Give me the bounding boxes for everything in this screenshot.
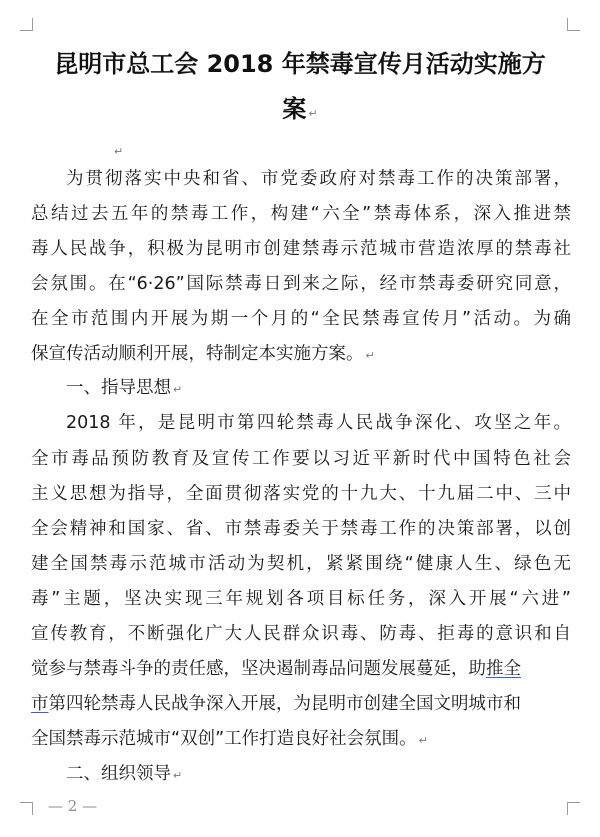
section-heading-organization: 二、组织领导 ↵ — [66, 764, 183, 784]
empty-paragraph — [112, 137, 600, 165]
section1-line-5: 建全国禁毒示范城市活动为契机，紧紧围绕“健康人生、绿色无 — [31, 554, 571, 574]
paragraph-mark-icon: ↵ — [365, 349, 375, 362]
document-title-line-1: 昆明市总工会 2018 年禁毒宣传月活动实施方 — [54, 50, 546, 78]
margin-corner-bottom-left — [20, 802, 33, 815]
paragraph-mark-icon: ↵ — [418, 734, 428, 747]
section1-line-3: 主义思想为指导，全面贯彻落实党的十九大、十九届二中、三中 — [31, 484, 571, 504]
section1-line-8: 觉参与禁毒斗争的责任感，坚决遏制毒品问题发展蔓延，助推全 — [31, 659, 521, 679]
section1-line-2: 全市毒品预防教育及宣传工作要以习近平新时代中国特色社会 — [31, 449, 571, 469]
section1-line-6: 毒”主题，坚决实现三年规划各项目标任务，深入开展“六进” — [31, 589, 571, 609]
margin-corner-bottom-right — [567, 802, 580, 815]
intro-line-2: 总结过去五年的禁毒工作，构建“六全”禁毒体系，深入推进禁 — [31, 204, 571, 224]
margin-corner-top-left — [20, 18, 33, 31]
intro-line-4: 会氛围。在“6·26”国际禁毒日到来之际，经市禁毒委研究同意， — [31, 274, 571, 294]
intro-line-5: 在全市范围内开展为期一个月的“全民禁毒宣传月”活动。为确 — [31, 309, 571, 329]
paragraph-mark-icon: ↵ — [173, 769, 183, 782]
section-heading-guiding-ideology: 一、指导思想 ↵ — [66, 378, 183, 398]
intro-line-6: 保宣传活动顺利开展，特制定本实施方案。 ↵ — [31, 344, 375, 364]
underlined-text: 推全 — [486, 659, 521, 679]
document-title-line-2: 案 ↵ — [282, 95, 318, 123]
section1-line-1: 2018 年，是昆明市第四轮禁毒人民战争深化、攻坚之年。 — [66, 413, 571, 433]
page-number: — 2 — — [48, 797, 98, 815]
margin-corner-top-right — [567, 18, 580, 31]
paragraph-mark-icon: ↵ — [173, 383, 183, 396]
intro-line-1: 为贯彻落实中央和省、市党委政府对禁毒工作的决策部署， — [66, 169, 571, 189]
paragraph-mark-icon: ↵ — [308, 107, 318, 120]
intro-line-3: 毒人民战争，积极为昆明市创建禁毒示范城市营造浓厚的禁毒社 — [31, 239, 571, 259]
section1-line-7: 宣传教育，不断强化广大人民群众识毒、防毒、拒毒的意识和自 — [31, 624, 571, 644]
section1-line-10: 全国禁毒示范城市“双创”工作打造良好社会氛围。 ↵ — [31, 729, 428, 749]
paragraph-mark-icon: ↵ — [114, 145, 124, 158]
underlined-text: 市 — [31, 694, 49, 714]
section1-line-4: 全会精神和国家、省、市禁毒委关于禁毒工作的决策部署，以创 — [31, 519, 571, 539]
section1-line-9: 市第四轮禁毒人民战争深入开展，为昆明市创建全国文明城市和 — [31, 694, 521, 714]
